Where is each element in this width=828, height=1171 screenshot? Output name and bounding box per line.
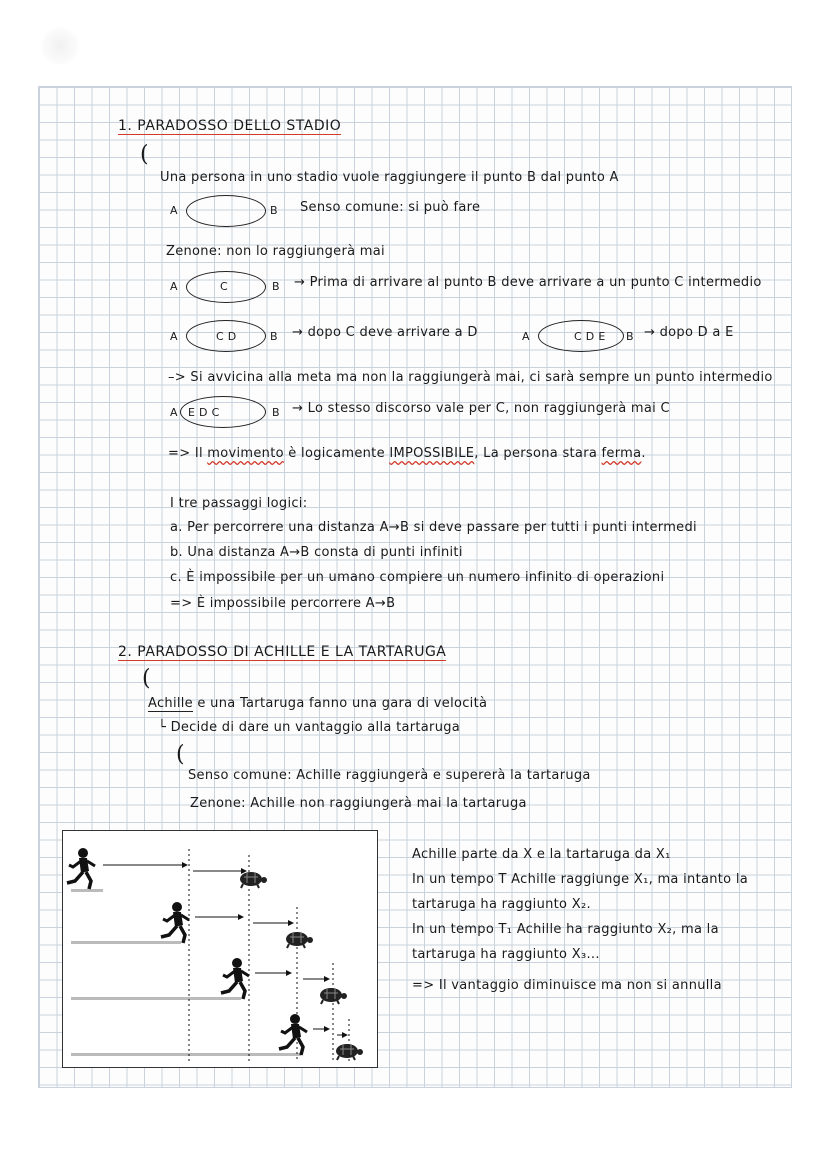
row2-point-b: B <box>272 280 280 293</box>
conclusion-mid2: , La persona stara <box>474 446 602 461</box>
achilles-tortoise-illustration <box>62 830 378 1068</box>
row3-inner2: C D E <box>574 330 606 343</box>
row1-text: Senso comune: si può fare <box>300 200 481 215</box>
section1-title-text: 1. PARADOSSO DELLO STADIO <box>118 118 342 134</box>
explain-line-2: In un tempo T Achille raggiunge X₁, ma intanto la <box>412 872 749 887</box>
row1-point-a: A <box>170 204 178 217</box>
conclusion-movimento: movimento <box>207 446 284 461</box>
stadium-oval-icon <box>186 195 266 227</box>
section2-zenone: Zenone: Achille non raggiungerà mai la tartaruga <box>190 796 527 811</box>
approach-text: –> Si avvicina alla meta ma non la raggiungerà mai, ci sarà sempre un punto intermedio <box>168 370 773 385</box>
row3-inner: C D <box>216 330 237 343</box>
conclusion-mid: è logicamente <box>283 446 390 461</box>
row3-point-a2: A <box>522 330 530 343</box>
row3-text: → dopo C deve arrivare a D <box>292 325 478 340</box>
row2-text: → Prima di arrivare al punto B deve arrivare a un punto C intermedio <box>294 275 762 290</box>
section2-title <box>118 644 446 660</box>
achilles-icon <box>221 958 249 999</box>
scan-smudge <box>40 26 80 66</box>
row3-point-b2: B <box>626 330 634 343</box>
ground-shadow <box>71 889 103 892</box>
section2-common: Senso comune: Achille raggiungerà e supererà la tartaruga <box>188 768 591 783</box>
brace-icon: ( <box>176 742 185 767</box>
conclusion-ferma: ferma <box>601 446 642 461</box>
step-conclusion: => È impossibile percorrere A→B <box>170 596 396 611</box>
explain-line-1: Achille parte da X e la tartaruga da X₁ <box>412 847 671 862</box>
section1-title <box>118 118 341 134</box>
tortoise-icon <box>286 932 313 948</box>
step-a: a. Per percorrere una distanza A→B si deve passare per tutti i punti intermedi <box>170 520 697 535</box>
explain-line-6: => Il vantaggio diminuisce ma non si annulla <box>412 978 722 993</box>
explain-line-3: tartaruga ha raggiunto X₂. <box>412 897 591 912</box>
row2-point-a: A <box>170 280 178 293</box>
ground-shadow <box>71 941 181 944</box>
explain-line-4: In un tempo T₁ Achille ha raggiunto X₂, ma la <box>412 922 719 937</box>
conclusion-end: . <box>641 446 646 461</box>
achilles-icon <box>67 848 95 889</box>
row4-point-b: B <box>272 406 280 419</box>
steps-title: I tre passaggi logici: <box>170 496 308 511</box>
explain-line-5: tartaruga ha raggiunto X₃... <box>412 947 600 962</box>
intro-rest: e una Tartaruga fanno una gara di velocità <box>193 696 488 711</box>
conclusion-prefix: => Il <box>168 446 208 461</box>
row3-point-a: A <box>170 330 178 343</box>
ground-shadow <box>71 997 241 1000</box>
tortoise-icon <box>336 1044 363 1060</box>
advantage-label: Decide di dare un vantaggio alla tartaruga <box>170 720 461 735</box>
row2-inner: C <box>220 280 228 293</box>
tortoise-icon <box>240 872 267 888</box>
row3-text2: → dopo D a E <box>644 325 734 340</box>
row3-point-b: B <box>270 330 278 343</box>
advantage-text <box>158 720 460 735</box>
tortoise-icon <box>320 988 347 1004</box>
section1-intro: Una persona in uno stadio vuole raggiungere il punto B dal punto A <box>160 170 619 185</box>
conclusion <box>168 446 646 461</box>
ground-shadow <box>71 1053 301 1056</box>
row4-text: → Lo stesso discorso vale per C, non raggiungerà mai C <box>292 401 670 416</box>
achilles-icon <box>161 902 189 943</box>
intro-achille: Achille <box>148 696 193 711</box>
row4-inner: E D C <box>188 406 220 419</box>
illustration-svg <box>63 831 377 1067</box>
section2-title-text: 2. PARADOSSO DI ACHILLE E LA TARTARUGA <box>118 644 447 660</box>
section1-zenone: Zenone: non lo raggiungerà mai <box>166 244 385 259</box>
row4-point-a: A <box>170 406 178 419</box>
corner-bracket-icon: └ <box>158 720 171 735</box>
brace-icon: ( <box>142 666 151 691</box>
step-c: c. È impossibile per un umano compiere un numero infinito di operazioni <box>170 570 665 585</box>
section2-intro <box>148 696 487 711</box>
conclusion-impossibile: IMPOSSIBILE <box>389 446 475 461</box>
step-b: b. Una distanza A→B consta di punti infiniti <box>170 545 463 560</box>
row1-point-b: B <box>270 204 278 217</box>
brace-icon: ( <box>140 142 149 167</box>
achilles-icon <box>279 1014 307 1055</box>
